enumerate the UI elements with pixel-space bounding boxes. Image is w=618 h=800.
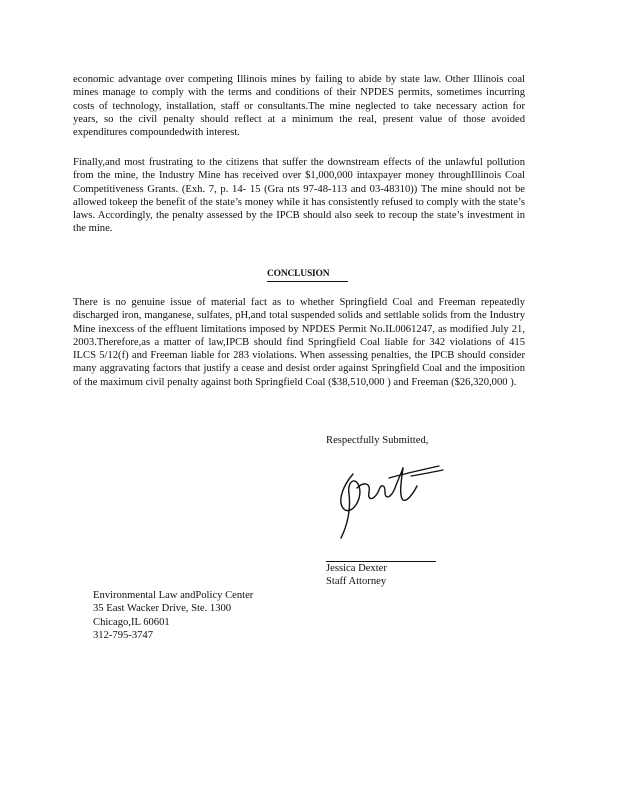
conclusion-paragraph: There is no genuine issue of material fact as to whether Springfield Coal and Freeman repeatedly discharged iron, manganese, sulfates, pH,and total suspended solids and settlable solids from the Industry Mine inexcess of the effluent limitations imposed by NPDES Permit No.IL0061247, as modified July 21, 2003.Therefore,as a matter of law,IPCB should find Springfield Coal liable for 342 violations of 415 ILCS 5/12(f) and Freeman liable for 283 violations. When assessing penalties, the IPCB should consider many aggravating factors that justify a cease and desist order against Springfield Coal and the imposition of the maximum civil penalty against both Springfield Coal ($38,510,000 ) and Freeman ($26,320,000 ). xyxy=(73,297,525,388)
closing-text: Respectfully Submitted, xyxy=(326,435,429,446)
address-block xyxy=(93,589,253,642)
handwritten-signature xyxy=(333,452,445,542)
signer-title: Staff Attorney xyxy=(326,576,387,587)
phone-number: 312-795-3747 xyxy=(93,629,154,641)
body-paragraph-economic-advantage: economic advantage over competing Illinois mines by failing to abide by state law. Other Illinois coal mines manage to comply with the terms and conditions of their NPDES permits, sometimes incurring costs of technology, installation, staff or consultants.The mine neglected to take necessary action for years, so the civil penalty should reflect at a minimum the real, present value of those avoided expenditures compoundedwith interest. xyxy=(73,74,525,139)
city-state-zip: Chicago,IL 60601 xyxy=(93,616,170,628)
organization-name: Environmental Law andPolicy Center xyxy=(93,590,254,601)
body-paragraph-taxpayer-money: Finally,and most frustrating to the citizens that suffer the downstream effects of the unlawful pollution from the mine, the Industry Mine has received over $1,000,000 intaxpayer money throughIllinois Coal Competitiveness Grants. (Exh. 7, p. 14- 15 (Gra nts 97-48-113 and 03-48310)) The mine should not be allowed tokeep the benefit of the state’s money while it has consistently refused to comply with the state’s laws. Accordingly, the penalty assessed by the IPCB should also seek to recoup the state’s investment in the mine. xyxy=(73,157,525,235)
conclusion-heading: CONCLUSION xyxy=(267,268,348,282)
signer-name: Jessica Dexter xyxy=(326,563,387,574)
street-address: 35 East Wacker Drive, Ste. 1300 xyxy=(93,603,232,615)
